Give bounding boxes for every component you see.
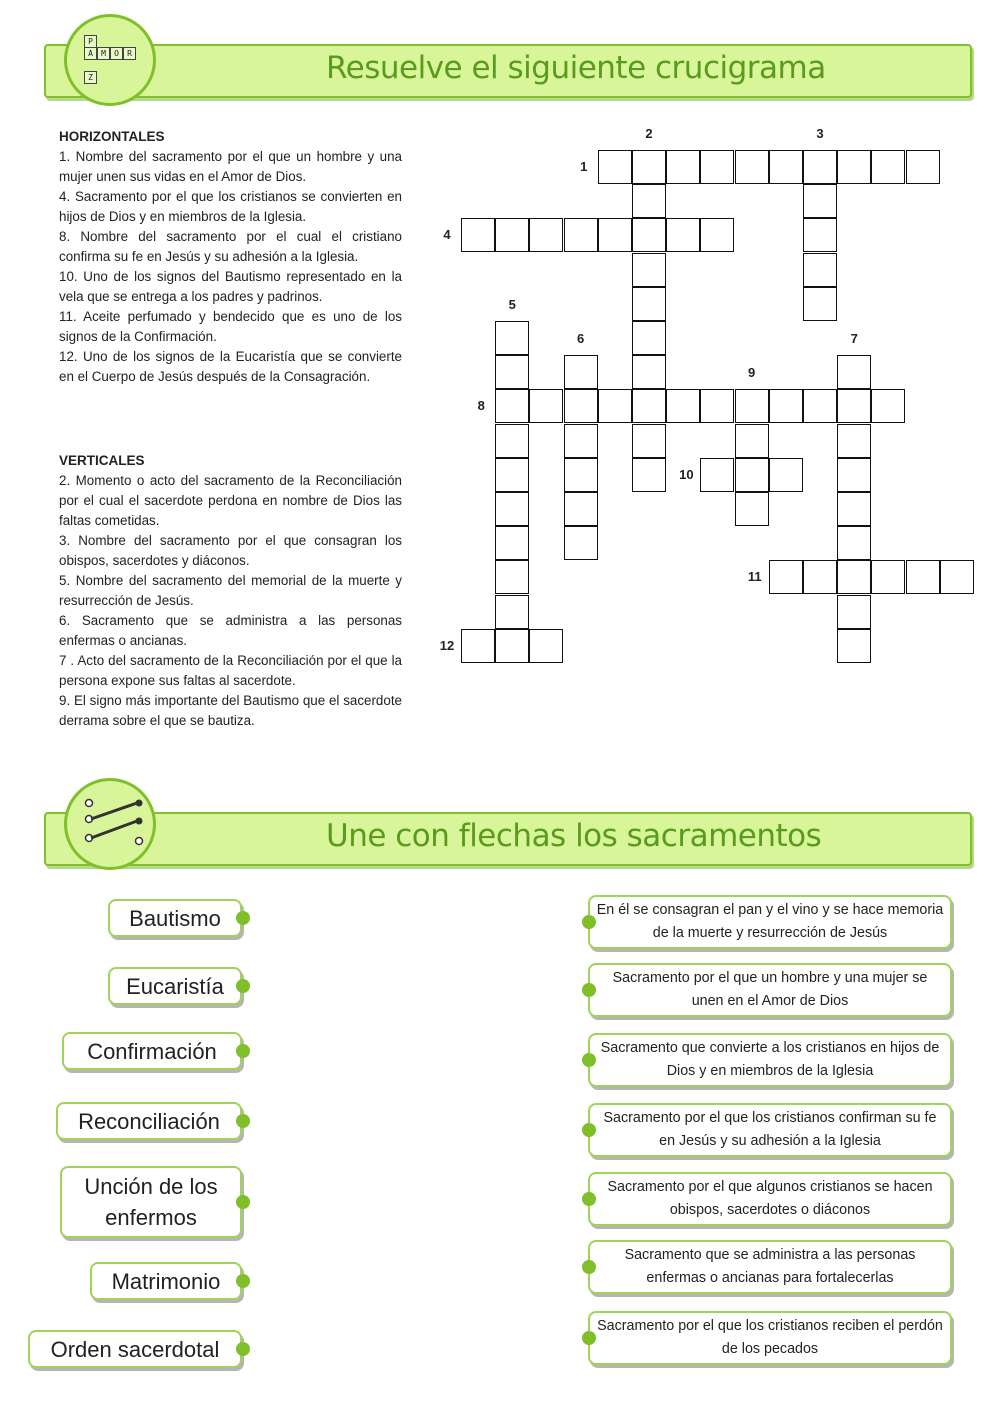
crossword-cell[interactable] <box>700 389 734 423</box>
crossword-cell[interactable] <box>632 150 666 184</box>
connector-dot-left-7[interactable] <box>236 1342 250 1356</box>
clue-number-3: 3 <box>816 126 824 141</box>
connector-dot-left-4[interactable] <box>236 1114 250 1128</box>
desc-confirmacion[interactable] <box>588 1103 952 1157</box>
connector-dot-right-4[interactable] <box>582 1123 596 1137</box>
crossword-cell[interactable] <box>529 389 563 423</box>
clue-h12: 12. Uno de los signos de la Eucaristía que se convierte en el Cuerpo de Jesús después de la Consagración. <box>59 349 402 384</box>
desc-2-text: Sacramento por el que un hombre y una mujer se unen en el Amor de Dios <box>612 970 928 1009</box>
crossword-cell[interactable] <box>495 218 529 252</box>
crossword-cell[interactable] <box>735 492 769 526</box>
crossword-cell[interactable] <box>598 218 632 252</box>
clue-number-10: 10 <box>679 466 694 482</box>
crossword-cell[interactable] <box>837 424 871 458</box>
crossword-cell[interactable] <box>495 424 529 458</box>
clue-number-1: 1 <box>580 159 588 174</box>
crossword-cell[interactable] <box>769 458 803 492</box>
item-orden-label: Orden sacerdotal <box>50 1336 220 1362</box>
crossword-cell[interactable] <box>632 389 666 423</box>
crossword-cell[interactable] <box>769 150 803 184</box>
clue-number-7: 7 <box>850 331 858 347</box>
crossword-cell[interactable] <box>769 560 803 594</box>
crossword-cell[interactable] <box>632 458 666 492</box>
clue-number-6: 6 <box>576 331 585 347</box>
crossword-cell[interactable] <box>700 458 734 492</box>
crossword-cell[interactable] <box>461 629 495 663</box>
crossword-cell[interactable] <box>837 560 871 594</box>
crossword-cell[interactable] <box>906 560 940 594</box>
connector-dot-right-7[interactable] <box>582 1331 596 1345</box>
item-eucaristia-label: Eucaristía <box>126 973 224 999</box>
item-bautismo-label: Bautismo <box>129 905 221 931</box>
connector-dot-right-6[interactable] <box>582 1260 596 1274</box>
crossword-cell[interactable] <box>735 424 769 458</box>
desc-uncion[interactable] <box>588 1240 952 1294</box>
crossword-title: Resuelve el siguiente crucigrama <box>326 50 826 86</box>
crossword-cell[interactable] <box>564 492 598 526</box>
desc-3-text: Sacramento que convierte a los cristianos en hijos de Dios y en miembros de la Iglesia <box>600 1040 940 1079</box>
clue-v9: 9. El signo más importante del Bautismo que el sacerdote derrama sobre el que se bautiza. <box>59 693 402 728</box>
item-bautismo[interactable] <box>108 899 242 937</box>
crossword-cell[interactable] <box>632 287 666 321</box>
connector-dot-right-5[interactable] <box>582 1192 596 1206</box>
crossword-cell[interactable] <box>666 150 700 184</box>
arrows-icon <box>67 781 153 867</box>
matching-title: Une con flechas los sacramentos <box>326 818 822 854</box>
desc-6-text: Sacramento que se administra a las personas enfermas o ancianas para fortalecerlas <box>624 1247 916 1286</box>
connector-dot-right-3[interactable] <box>582 1053 596 1067</box>
crossword-cell[interactable] <box>803 150 837 184</box>
crossword-cell[interactable] <box>700 218 734 252</box>
crossword-cell[interactable] <box>837 458 871 492</box>
clue-h11: 11. Aceite perfumado y bendecido que es uno de los signos de la Confirmación. <box>59 309 402 344</box>
crossword-cell[interactable] <box>564 355 598 389</box>
crossword-cell[interactable] <box>461 218 495 252</box>
crossword-cell[interactable] <box>906 150 940 184</box>
crossword-cell[interactable] <box>495 595 529 629</box>
crossword-cell[interactable] <box>529 629 563 663</box>
matching-banner <box>44 812 972 866</box>
crossword-cell[interactable] <box>529 218 563 252</box>
clue-number-5: 5 <box>508 297 516 312</box>
item-matrimonio[interactable] <box>90 1262 242 1300</box>
horizontales-heading: HORIZONTALES <box>59 129 165 144</box>
crossword-cell[interactable] <box>564 218 598 252</box>
crossword-cell[interactable] <box>666 218 700 252</box>
crossword-cell[interactable] <box>837 492 871 526</box>
crossword-cell[interactable] <box>837 595 871 629</box>
badge-letter-p: P <box>84 35 97 48</box>
item-reconciliacion-label: Reconciliación <box>78 1108 220 1134</box>
crossword-cell[interactable] <box>700 150 734 184</box>
item-confirmacion[interactable] <box>62 1032 242 1070</box>
item-reconciliacion[interactable] <box>56 1102 242 1140</box>
item-uncion[interactable] <box>60 1166 242 1238</box>
crossword-cell[interactable] <box>803 560 837 594</box>
arrows-badge <box>64 778 156 870</box>
crossword-cell[interactable] <box>598 150 632 184</box>
crossword-cell[interactable] <box>598 389 632 423</box>
crossword-cell[interactable] <box>837 526 871 560</box>
connector-dot-left-3[interactable] <box>236 1044 250 1058</box>
badge-letter-a: A <box>84 47 97 60</box>
crossword-cell[interactable] <box>735 458 769 492</box>
item-matrimonio-label: Matrimonio <box>111 1268 221 1294</box>
crossword-cell[interactable] <box>632 184 666 218</box>
desc-bautismo[interactable] <box>588 1033 952 1087</box>
item-uncion-label: Unción de los enfermos <box>84 1174 218 1230</box>
crossword-cell[interactable] <box>632 424 666 458</box>
clue-v3: 3. Nombre del sacramento por el que consagran los obispos, sacerdotes y diáconos. <box>59 533 402 568</box>
clue-h10: 10. Uno de los signos del Bautismo representado en la vela que se entrega a los padres y padrinos. <box>59 269 402 304</box>
amor-paz-badge <box>64 14 156 106</box>
crossword-cell[interactable] <box>564 389 598 423</box>
desc-4-text: Sacramento por el que los cristianos confirman su fe en Jesús y su adhesión a la Iglesia <box>603 1110 937 1149</box>
crossword-cell[interactable] <box>871 389 905 423</box>
crossword-cell[interactable] <box>495 355 529 389</box>
clue-h1: 1. Nombre del sacramento por el que un hombre y una mujer unen sus vidas en el Amor de Dios. <box>59 149 402 184</box>
item-eucaristia[interactable] <box>108 967 242 1005</box>
desc-reconciliacion[interactable] <box>588 1311 952 1365</box>
crossword-cell[interactable] <box>837 629 871 663</box>
clue-number-4: 4 <box>443 227 451 243</box>
crossword-cell[interactable] <box>735 150 769 184</box>
desc-matrimonio[interactable] <box>588 963 952 1017</box>
crossword-cell[interactable] <box>495 458 529 492</box>
clues-horizontales <box>59 127 402 387</box>
verticales-heading: VERTICALES <box>59 453 145 468</box>
clue-number-9: 9 <box>747 365 756 381</box>
desc-eucaristia[interactable] <box>588 895 952 949</box>
crossword-cell[interactable] <box>803 218 837 252</box>
item-confirmacion-label: Confirmación <box>87 1038 217 1064</box>
connector-dot-right-2[interactable] <box>582 983 596 997</box>
crossword-banner <box>44 44 972 98</box>
connector-dot-left-2[interactable] <box>236 979 250 993</box>
crossword-cell[interactable] <box>495 321 529 355</box>
crossword-cell[interactable] <box>495 492 529 526</box>
desc-7-text: Sacramento por el que los cristianos reciben el perdón de los pecados <box>597 1318 943 1357</box>
desc-orden[interactable] <box>588 1172 952 1226</box>
clues-verticales <box>59 451 402 731</box>
crossword-cell[interactable] <box>803 287 837 321</box>
crossword-cell[interactable] <box>632 253 666 287</box>
crossword-cell[interactable] <box>803 253 837 287</box>
desc-5-text: Sacramento por el que algunos cristianos se hacen obispos, sacerdotes o diáconos <box>607 1179 933 1218</box>
clue-v5: 5. Nombre del sacramento del memorial de la muerte y resurrección de Jesús. <box>59 573 402 608</box>
clue-number-11: 11 <box>747 569 762 585</box>
crossword-cell[interactable] <box>940 560 974 594</box>
crossword-cell[interactable] <box>803 389 837 423</box>
crossword-cell[interactable] <box>632 355 666 389</box>
item-orden-sacerdotal[interactable] <box>28 1330 242 1368</box>
crossword-cell[interactable] <box>495 526 529 560</box>
crossword-cell[interactable] <box>871 150 905 184</box>
clue-h8: 8. Nombre del sacramento por el cual el cristiano confirma su fe en Jesús y su adhesión a la Iglesia. <box>59 229 402 264</box>
crossword-cell[interactable] <box>769 389 803 423</box>
crossword-cell[interactable] <box>495 389 529 423</box>
badge-letter-r: R <box>123 47 136 60</box>
clue-v6: 6. Sacramento que se administra a las personas enfermas o ancianas. <box>59 613 402 648</box>
connector-dot-left-5[interactable] <box>236 1195 250 1209</box>
crossword-cell[interactable] <box>564 424 598 458</box>
crossword-cell[interactable] <box>837 150 871 184</box>
badge-letter-o: O <box>110 47 123 60</box>
crossword-cell[interactable] <box>495 629 529 663</box>
clue-h4: 4. Sacramento por el que los cristianos se convierten en hijos de Dios y en miembros de la Iglesia. <box>59 189 402 224</box>
badge-letter-z: Z <box>84 71 97 84</box>
desc-1-text: En él se consagran el pan y el vino y se hace memoria de la muerte y resurrección de Jesús <box>596 902 944 941</box>
crossword-cell[interactable] <box>666 389 700 423</box>
crossword-cell[interactable] <box>632 218 666 252</box>
crossword-cell[interactable] <box>564 458 598 492</box>
crossword-cell[interactable] <box>837 389 871 423</box>
crossword-cell[interactable] <box>803 184 837 218</box>
crossword-cell[interactable] <box>564 526 598 560</box>
clue-number-2: 2 <box>645 126 653 141</box>
crossword-cell[interactable] <box>632 321 666 355</box>
clue-v7: 7 . Acto del sacramento de la Reconciliación por el que la persona expone sus faltas al sacerdote. <box>59 653 402 688</box>
clue-number-8: 8 <box>477 398 485 414</box>
crossword-cell[interactable] <box>495 560 529 594</box>
clue-v2: 2. Momento o acto del sacramento de la Reconciliación por el cual el sacerdote perdona en nombre de Dios las faltas cometidas. <box>59 473 402 528</box>
clue-number-12: 12 <box>439 637 455 653</box>
badge-letter-m: M <box>97 47 110 60</box>
connector-dot-left-6[interactable] <box>236 1274 250 1288</box>
crossword-cell[interactable] <box>837 355 871 389</box>
connector-dot-left-1[interactable] <box>236 911 250 925</box>
crossword-cell[interactable] <box>871 560 905 594</box>
connector-dot-right-1[interactable] <box>582 915 596 929</box>
crossword-cell[interactable] <box>735 389 769 423</box>
